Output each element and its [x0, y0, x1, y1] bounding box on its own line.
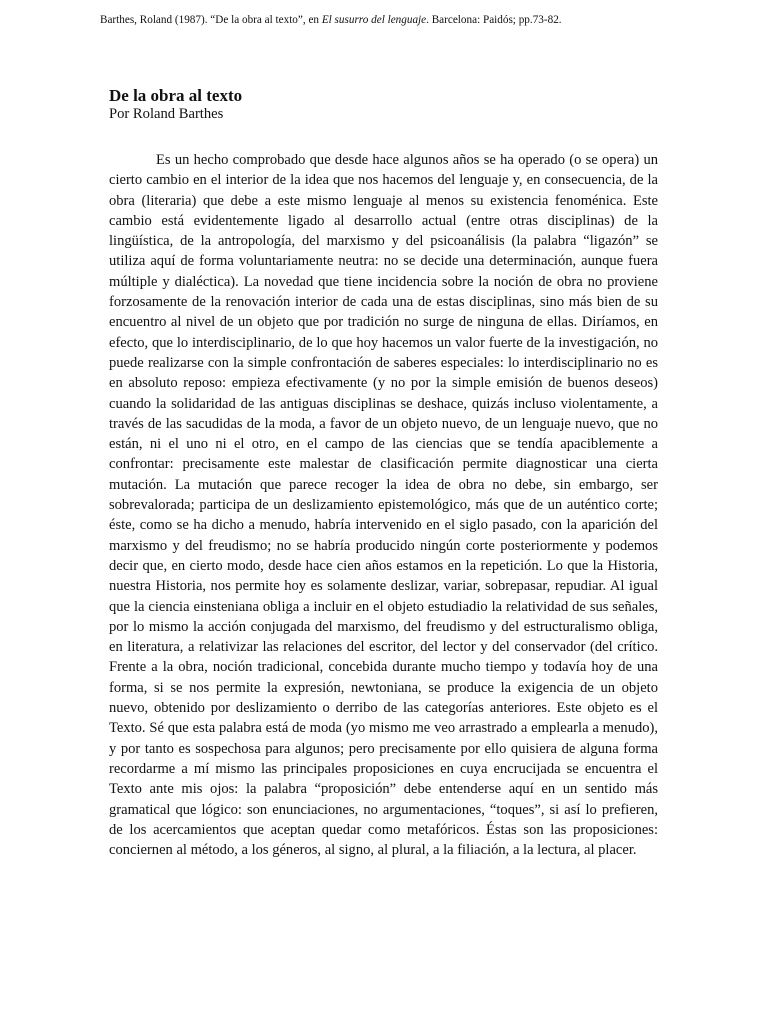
- citation-prefix: Barthes, Roland (1987). “De la obra al texto”, en: [100, 14, 322, 26]
- citation-suffix: . Barcelona: Paidós; pp.73-82.: [426, 14, 562, 26]
- citation-book-title: El susurro del lenguaje: [321, 14, 427, 26]
- citation-header: [100, 13, 562, 27]
- article-author: Por Roland Barthes: [109, 106, 224, 122]
- body-paragraph: Es un hecho comprobado que desde hace algunos años se ha operado (o se opera) un cierto cambio en el interior de la idea que nos hacemos del lenguaje y, en consecuencia, de la obra (literaria) que debe a este mismo lenguaje al menos su existencia fenoménica. Este cambio está evidentemente ligado al desarrollo actual (entre otras disciplinas) de la lingüística, de la antropología, del marxismo y del psicoanálisis (la palabra “ligazón” se utiliza aquí de forma voluntariamente neutra: no se decide una determinación, aunque fuera múltiple y dialéctica). La novedad que tiene incidencia sobre la noción de obra no proviene forzosamente de la renovación interior de cada una de estas disciplinas, sino más bien de su encuentro al nivel de un objeto que por tradición no surge de ninguna de ellas. Diríamos, en efecto, que lo interdisciplinario, de lo que hoy hacemos un valor fuerte de la investigación, no puede realizarse con la simple confrontación de saberes especiales: lo interdisciplinario no es en absoluto reposo: empieza efectivamente (y no por la simple emisión de buenos deseos) cuando la solidaridad de las antiguas disciplinas se deshace, quizás incluso violentamente, a través de las sacudidas de la moda, a favor de un objeto nuevo, de un lenguaje nuevo, que no están, ni el uno ni el otro, en el campo de las ciencias que se tendía apaciblemente a confrontar: precisamente este malestar de clasificación permite diagnosticar una cierta mutación. La mutación que parece recoger la idea de obra no debe, sin embargo, ser sobrevalorada; participa de un deslizamiento epistemológico, más que de un auténtico corte; éste, como se ha dicho a menudo, habría intervenido en el siglo pasado, con la aparición del marxismo y del freudismo; no se habría producido ningún corte posteriormente y podemos decir que, en cierto modo, desde hace cien años estamos en la repetición. Lo que la Historia, nuestra Historia, nos permite hoy es solamente deslizar, variar, sobrepasar, repudiar. Al igual que la ciencia einsteniana obliga a incluir en el objeto estudiadio la relatividad de sus señales, por lo mismo la acción conjugada del marxismo, del freudismo y del estructuralismo obliga, en literatura, a relativizar las relaciones del escritor, del lector y del conservador (del crítico. Frente a la obra, noción tradicional, concebida durante mucho tiempo y todavía hoy de una forma, si se nos permite la expresión, newtoniana, se produce la exigencia de un objeto nuevo, obtenido por deslizamiento o derribo de las categorías anteriores. Este objeto es el Texto. Sé que esta palabra está de moda (yo mismo me veo arrastrado a emplearla a menudo), y por tanto es sospechosa para algunos; pero precisamente por ello quisiera de alguna forma recordarme a mí mismo las principales proposiciones en cuya encrucijada se encuentra el Texto ante mis ojos: la palabra “proposición” debe entenderse aquí en un sentido más gramatical que lógico: son enunciaciones, no argumentaciones, “toques”, si así lo prefieren, de los acercamientos que aceptan quedar como metafóricos. Éstas son las proposiciones: conciernen al método, a los géneros, al signo, al plural, a la filiación, a la lectura, al placer.: [109, 152, 658, 859]
- article-title: De la obra al texto: [109, 86, 243, 105]
